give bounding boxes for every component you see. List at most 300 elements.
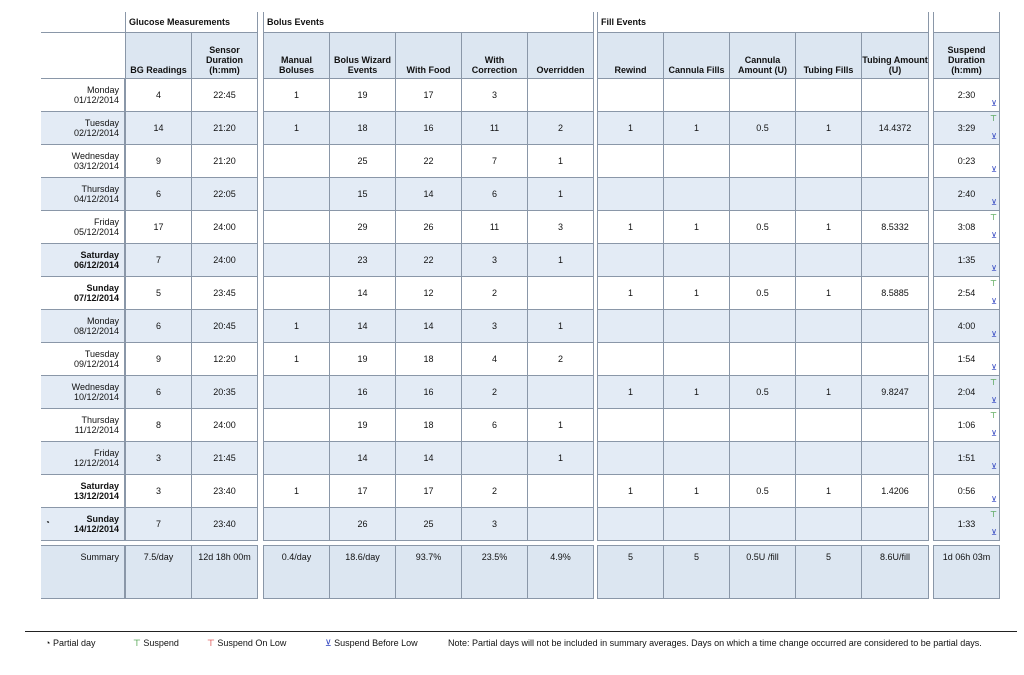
suspend-value: 1:33: [957, 519, 976, 529]
summary-row: [264, 546, 594, 599]
table-row: [126, 310, 258, 343]
table-row: [41, 211, 125, 244]
overridden-cell: [528, 277, 594, 310]
day-name: Thursday: [81, 184, 119, 194]
table-row: [264, 277, 594, 310]
tubing-amount-cell: 9.8247: [862, 376, 929, 409]
tubing-fills-cell: [796, 244, 862, 277]
overridden-cell: 1: [528, 178, 594, 211]
manual-cell: 1: [264, 475, 330, 508]
summary-manual-cell: 0.4/day: [264, 546, 330, 599]
manual-cell: [264, 277, 330, 310]
rewind-cell: 1: [598, 211, 664, 244]
table-row: [41, 244, 125, 277]
wizard-cell: 19: [330, 409, 396, 442]
overridden-cell: 1: [528, 442, 594, 475]
sensor-cell: 24:00: [192, 244, 258, 277]
bg-cell: 17: [126, 211, 192, 244]
table-row: [598, 409, 929, 442]
tubing-amount-cell: [862, 310, 929, 343]
day-cell: [41, 508, 125, 541]
wizard-cell: 14: [330, 442, 396, 475]
withcorr-cell: [462, 442, 528, 475]
cannula-fills-cell: [664, 244, 730, 277]
sensor-cell: 23:40: [192, 475, 258, 508]
rewind-cell: 1: [598, 112, 664, 145]
suspend-icon: ⊤: [990, 510, 997, 519]
withfood-cell: 18: [396, 409, 462, 442]
suspend-before-low-icon: ⊻: [991, 363, 997, 372]
suspend-cell: [934, 211, 1000, 244]
day-name: Monday: [86, 316, 119, 326]
day-cell: [41, 211, 125, 244]
tubing-fills-cell: 1: [796, 475, 862, 508]
suspend-before-low-icon: ⊻: [991, 495, 997, 504]
table-row: [41, 442, 125, 475]
suspend-icon: ⊤: [990, 279, 997, 288]
manual-cell: [264, 178, 330, 211]
summary-tubing-fills-cell: 5: [796, 546, 862, 599]
day-cell: [41, 145, 125, 178]
table-row: [598, 310, 929, 343]
suspend-on-low-icon: ⊤: [207, 638, 215, 648]
rewind-cell: 1: [598, 475, 664, 508]
suspend-value: 3:08: [957, 222, 976, 232]
day-name: Wednesday: [71, 151, 119, 161]
suspend-before-low-icon: ⊻: [991, 330, 997, 339]
bg-cell: 3: [126, 442, 192, 475]
summary-suspend-cell: 1d 06h 03m: [934, 546, 1000, 599]
day-name: Saturday: [80, 481, 119, 491]
withfood-cell: 17: [396, 475, 462, 508]
table-row: [598, 442, 929, 475]
manual-cell: [264, 409, 330, 442]
sensor-cell: 21:20: [192, 112, 258, 145]
tubing-amount-header: Tubing Amount (U): [862, 33, 929, 79]
withcorr-cell: 2: [462, 277, 528, 310]
tubing-fills-cell: [796, 310, 862, 343]
day-date: 07/12/2014: [73, 293, 119, 303]
suspend-cell: [934, 112, 1000, 145]
table-row: [934, 112, 1000, 145]
cannula-fills-cell: 1: [664, 112, 730, 145]
withfood-cell: 26: [396, 211, 462, 244]
sensor-cell: 24:00: [192, 409, 258, 442]
wizard-cell: 14: [330, 310, 396, 343]
bg-cell: 7: [126, 244, 192, 277]
manual-cell: [264, 145, 330, 178]
summary-cannula-fills-cell: 5: [664, 546, 730, 599]
glucose-group: [125, 12, 258, 599]
table-row: [126, 211, 258, 244]
tubing-amount-cell: [862, 79, 929, 112]
tubing-amount-cell: 8.5885: [862, 277, 929, 310]
table-row: [41, 409, 125, 442]
day-date: 06/12/2014: [73, 260, 119, 270]
day-name: Monday: [86, 85, 119, 95]
day-name: Tuesday: [84, 118, 119, 128]
day-date: 01/12/2014: [73, 95, 119, 105]
sensor-cell: 20:35: [192, 376, 258, 409]
cannula-amount-header: Cannula Amount (U): [730, 33, 796, 79]
date-column: [41, 12, 125, 599]
cannula-fills-header: Cannula Fills: [664, 33, 730, 79]
table-row: [598, 79, 929, 112]
day-date: 04/12/2014: [73, 194, 119, 204]
day-name: Sunday: [86, 514, 119, 524]
legend-partial: ◔ Partial day: [45, 638, 96, 648]
suspend-icon: ⊤: [990, 213, 997, 222]
suspend-before-low-icon: ⊻: [991, 396, 997, 405]
table-row: [41, 112, 125, 145]
table-row: [934, 145, 1000, 178]
legend-suspend-on-low: ⊤ Suspend On Low: [207, 638, 287, 648]
overridden-cell: 1: [528, 310, 594, 343]
bg-cell: 7: [126, 508, 192, 541]
suspend-cell: [934, 475, 1000, 508]
table-row: [126, 79, 258, 112]
cannula-amount-cell: [730, 409, 796, 442]
withfood-cell: 16: [396, 376, 462, 409]
with-food-header: With Food: [396, 33, 462, 79]
tubing-amount-cell: [862, 409, 929, 442]
table-row: [934, 508, 1000, 541]
suspend-before-low-icon: ⊻: [991, 165, 997, 174]
wizard-cell: 19: [330, 79, 396, 112]
table-row: [126, 178, 258, 211]
suspend-cell: [934, 178, 1000, 211]
suspend-icon: ⊤: [990, 114, 997, 123]
withfood-cell: 14: [396, 310, 462, 343]
cannula-fills-cell: 1: [664, 277, 730, 310]
suspend-cell: [934, 508, 1000, 541]
overridden-cell: [528, 508, 594, 541]
table-row: [598, 178, 929, 211]
suspend-value: 1:54: [957, 354, 976, 364]
table-row: [934, 343, 1000, 376]
table-row: [41, 277, 125, 310]
bolus-group-title: Bolus Events: [264, 12, 594, 33]
withfood-cell: 14: [396, 442, 462, 475]
table-row: [126, 442, 258, 475]
day-cell: [41, 442, 125, 475]
table-row: [934, 244, 1000, 277]
bg-cell: 6: [126, 178, 192, 211]
table-row: [264, 508, 594, 541]
bg-cell: 3: [126, 475, 192, 508]
bg-cell: 6: [126, 310, 192, 343]
suspend-icon: ⊤: [990, 378, 997, 387]
cannula-amount-cell: [730, 442, 796, 475]
cannula-amount-cell: [730, 343, 796, 376]
rewind-cell: [598, 409, 664, 442]
sensor-cell: 21:45: [192, 442, 258, 475]
partial-day-icon: ◔: [45, 638, 51, 648]
legend-note: Note: Partial days will not be included in summary averages. Days on which a time change occurred are considered to be partial days.: [448, 638, 982, 648]
suspend-value: 4:00: [957, 321, 976, 331]
day-date: 03/12/2014: [73, 161, 119, 171]
table-row: [598, 376, 929, 409]
overridden-cell: [528, 475, 594, 508]
cannula-fills-cell: 1: [664, 475, 730, 508]
day-name: Wednesday: [71, 382, 119, 392]
cannula-amount-cell: [730, 79, 796, 112]
overridden-cell: 2: [528, 343, 594, 376]
table-row: [934, 475, 1000, 508]
summary-sensor-cell: 12d 18h 00m: [192, 546, 258, 599]
cannula-amount-cell: [730, 178, 796, 211]
tubing-fills-header: Tubing Fills: [796, 33, 862, 79]
table-row: [598, 112, 929, 145]
wizard-cell: 14: [330, 277, 396, 310]
table-row: [126, 277, 258, 310]
bg-readings-header: BG Readings: [126, 33, 192, 79]
overridden-cell: [528, 79, 594, 112]
wizard-cell: 29: [330, 211, 396, 244]
day-cell: [41, 376, 125, 409]
rewind-header: Rewind: [598, 33, 664, 79]
day-date: 09/12/2014: [73, 359, 119, 369]
rewind-cell: [598, 79, 664, 112]
day-cell: [41, 343, 125, 376]
day-date: 02/12/2014: [73, 128, 119, 138]
table-row: [934, 409, 1000, 442]
table-row: [934, 79, 1000, 112]
withcorr-cell: 7: [462, 145, 528, 178]
day-cell: [41, 178, 125, 211]
suspend-value: 0:56: [957, 486, 976, 496]
tubing-fills-cell: 1: [796, 277, 862, 310]
cannula-fills-cell: 1: [664, 211, 730, 244]
overridden-cell: 1: [528, 409, 594, 442]
tubing-fills-cell: 1: [796, 376, 862, 409]
withcorr-cell: 2: [462, 475, 528, 508]
withcorr-cell: 3: [462, 244, 528, 277]
summary-label: Summary: [41, 546, 125, 599]
cannula-fills-cell: 1: [664, 376, 730, 409]
suspend-cell: [934, 409, 1000, 442]
wizard-cell: 15: [330, 178, 396, 211]
table-row: [41, 310, 125, 343]
day-cell: [41, 112, 125, 145]
withcorr-cell: 2: [462, 376, 528, 409]
table-row: [264, 112, 594, 145]
sensor-cell: 23:40: [192, 508, 258, 541]
suspend-value: 2:54: [957, 288, 976, 298]
suspend-value: 1:06: [957, 420, 976, 430]
day-date: 05/12/2014: [73, 227, 119, 237]
tubing-fills-cell: [796, 178, 862, 211]
table-row: [126, 409, 258, 442]
tubing-fills-cell: 1: [796, 211, 862, 244]
rewind-cell: [598, 442, 664, 475]
suspend-before-low-icon: ⊻: [991, 198, 997, 207]
wizard-cell: 18: [330, 112, 396, 145]
table-row: [934, 277, 1000, 310]
table-row: [264, 79, 594, 112]
table-row: [264, 178, 594, 211]
table-row: [264, 409, 594, 442]
legend: [25, 631, 1017, 656]
suspend-value: 0:23: [957, 156, 976, 166]
sensor-cell: 21:20: [192, 145, 258, 178]
cannula-fills-cell: [664, 442, 730, 475]
suspend-cell: [934, 343, 1000, 376]
rewind-cell: [598, 145, 664, 178]
table-row: [126, 376, 258, 409]
cannula-amount-cell: [730, 145, 796, 178]
manual-cell: 1: [264, 310, 330, 343]
suspend-value: 2:40: [957, 189, 976, 199]
table-row: [41, 145, 125, 178]
glucose-group-title: Glucose Measurements: [126, 12, 258, 33]
day-cell: [41, 277, 125, 310]
wizard-cell: 16: [330, 376, 396, 409]
suspend-icon: ⊤: [133, 638, 141, 648]
manual-cell: 1: [264, 79, 330, 112]
suspend-before-low-icon: ⊻: [991, 528, 997, 537]
table-row: [934, 442, 1000, 475]
manual-cell: 1: [264, 343, 330, 376]
summary-row: [41, 546, 125, 599]
table-row: [41, 343, 125, 376]
tubing-fills-cell: [796, 442, 862, 475]
day-date: 08/12/2014: [73, 326, 119, 336]
summary-rewind-cell: 5: [598, 546, 664, 599]
table-row: [598, 211, 929, 244]
day-name: Friday: [93, 448, 119, 458]
manual-cell: [264, 244, 330, 277]
cannula-fills-cell: [664, 508, 730, 541]
withfood-cell: 22: [396, 244, 462, 277]
suspend-value: 2:30: [957, 90, 976, 100]
withcorr-cell: 4: [462, 343, 528, 376]
overridden-cell: 1: [528, 145, 594, 178]
table-row: [264, 475, 594, 508]
rewind-cell: 1: [598, 376, 664, 409]
table-row: [598, 277, 929, 310]
tubing-amount-cell: [862, 145, 929, 178]
suspend-cell: [934, 376, 1000, 409]
tubing-fills-cell: [796, 508, 862, 541]
table-row: [41, 508, 125, 541]
summary-bg-cell: 7.5/day: [126, 546, 192, 599]
table-row: [264, 343, 594, 376]
withfood-cell: 17: [396, 79, 462, 112]
table-row: [934, 376, 1000, 409]
partial-day-icon: ◔: [45, 518, 50, 527]
tubing-amount-cell: 1.4206: [862, 475, 929, 508]
day-date: 10/12/2014: [73, 392, 119, 402]
suspend-before-low-icon: ⊻: [325, 638, 332, 648]
sensor-cell: 24:00: [192, 211, 258, 244]
table-row: [126, 145, 258, 178]
cannula-fills-cell: [664, 409, 730, 442]
rewind-cell: [598, 244, 664, 277]
suspend-cell: [934, 244, 1000, 277]
tubing-fills-cell: [796, 79, 862, 112]
tubing-fills-cell: [796, 343, 862, 376]
summary-overridden-cell: 4.9%: [528, 546, 594, 599]
suspend-value: 1:51: [957, 453, 976, 463]
suspend-group-title: [934, 12, 1000, 33]
table-row: [126, 475, 258, 508]
withfood-cell: 16: [396, 112, 462, 145]
table-row: [598, 244, 929, 277]
tubing-fills-cell: [796, 409, 862, 442]
day-cell: [41, 475, 125, 508]
table-row: [934, 310, 1000, 343]
suspend-before-low-icon: ⊻: [991, 429, 997, 438]
cannula-amount-cell: 0.5: [730, 211, 796, 244]
suspend-cell: [934, 277, 1000, 310]
day-name: Thursday: [81, 415, 119, 425]
tubing-fills-cell: [796, 145, 862, 178]
tubing-amount-cell: 14.4372: [862, 112, 929, 145]
suspend-icon: ⊤: [990, 411, 997, 420]
day-name: Saturday: [80, 250, 119, 260]
withcorr-cell: 3: [462, 79, 528, 112]
sensor-cell: 20:45: [192, 310, 258, 343]
wizard-cell: 19: [330, 343, 396, 376]
legend-suspend: ⊤ Suspend: [133, 638, 179, 648]
wizard-cell: 25: [330, 145, 396, 178]
day-date: 11/12/2014: [74, 425, 119, 435]
table-row: [41, 79, 125, 112]
summary-wizard-cell: 18.6/day: [330, 546, 396, 599]
bolus-wizard-header: Bolus Wizard Events: [330, 33, 396, 79]
manual-cell: [264, 442, 330, 475]
suspend-before-low-icon: ⊻: [991, 231, 997, 240]
table-row: [41, 475, 125, 508]
table-row: [934, 211, 1000, 244]
cannula-fills-cell: [664, 343, 730, 376]
withfood-cell: 18: [396, 343, 462, 376]
tubing-amount-cell: [862, 178, 929, 211]
day-name: Tuesday: [84, 349, 119, 359]
suspend-before-low-icon: ⊻: [991, 297, 997, 306]
withcorr-cell: 3: [462, 508, 528, 541]
day-name: Sunday: [86, 283, 119, 293]
bg-cell: 9: [126, 145, 192, 178]
day-cell: [41, 310, 125, 343]
summary-tubing-amount-cell: 8.6U/fill: [862, 546, 929, 599]
rewind-cell: [598, 508, 664, 541]
table-row: [264, 211, 594, 244]
bg-cell: 4: [126, 79, 192, 112]
sensor-cell: 23:45: [192, 277, 258, 310]
table-row: [934, 178, 1000, 211]
rewind-cell: [598, 343, 664, 376]
wizard-cell: 23: [330, 244, 396, 277]
table-row: [264, 376, 594, 409]
suspend-value: 2:04: [957, 387, 976, 397]
withfood-cell: 25: [396, 508, 462, 541]
tubing-amount-cell: [862, 244, 929, 277]
suspend-value: 1:35: [957, 255, 976, 265]
overridden-cell: 2: [528, 112, 594, 145]
overridden-header: Overridden: [528, 33, 594, 79]
cannula-fills-cell: [664, 310, 730, 343]
day-cell: [41, 79, 125, 112]
manual-cell: 1: [264, 112, 330, 145]
summary-withcorr-cell: 23.5%: [462, 546, 528, 599]
withcorr-cell: 11: [462, 112, 528, 145]
withcorr-cell: 6: [462, 409, 528, 442]
cannula-fills-cell: [664, 178, 730, 211]
summary-withfood-cell: 93.7%: [396, 546, 462, 599]
overridden-cell: 1: [528, 244, 594, 277]
